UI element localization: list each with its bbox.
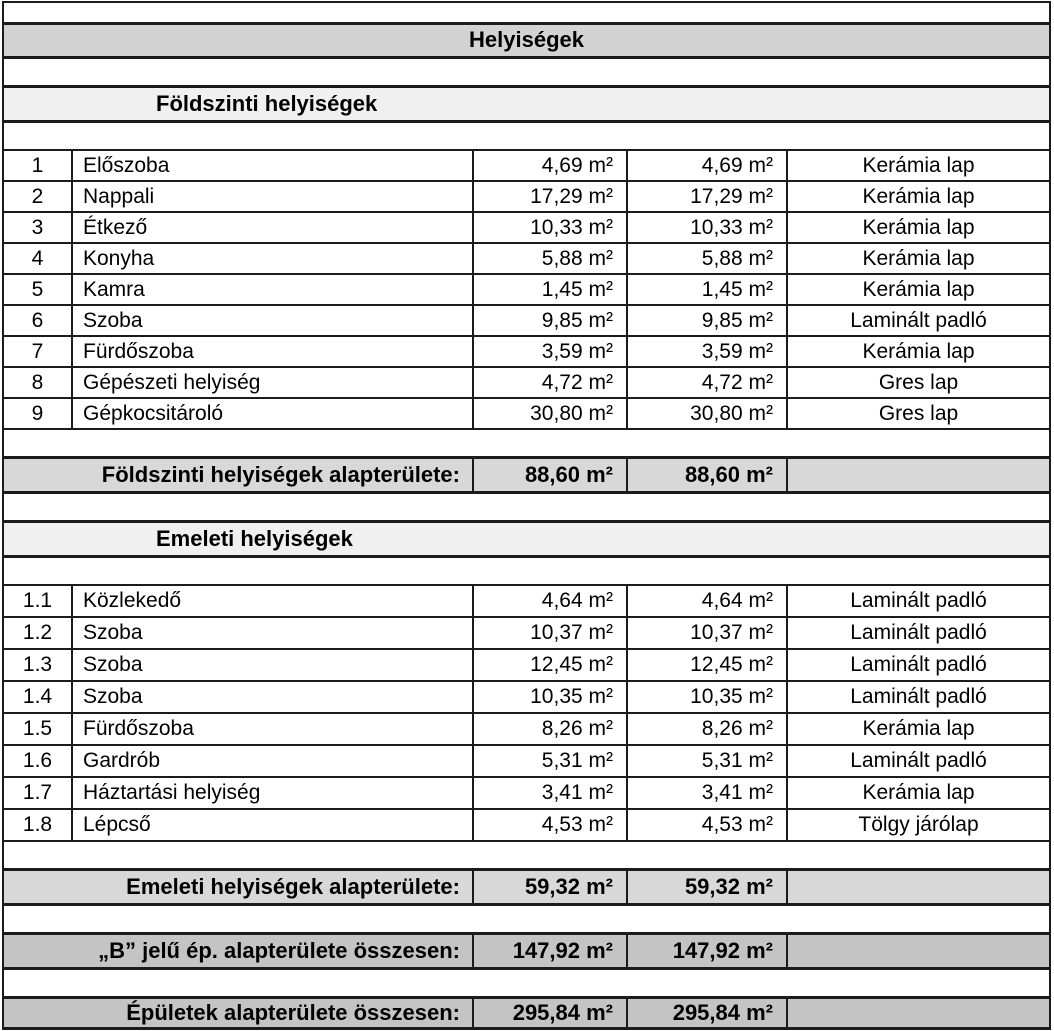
room-area-net: 9,85 m² — [473, 305, 627, 336]
room-row — [3, 649, 1050, 681]
room-flooring: Kerámia lap — [787, 150, 1050, 181]
spacer-row — [3, 122, 1050, 151]
spacer-row — [3, 58, 1050, 87]
room-row — [3, 585, 1050, 617]
room-area-net: 4,72 m² — [473, 367, 627, 398]
room-name: Szoba — [72, 617, 473, 649]
room-row — [3, 336, 1050, 367]
spacer-row — [3, 841, 1050, 870]
spacer-cell — [3, 969, 1050, 998]
room-name: Előszoba — [72, 150, 473, 181]
room-name: Közlekedő — [72, 585, 473, 617]
room-flooring: Laminált padló — [787, 745, 1050, 777]
total-area-net: 295,84 m² — [473, 998, 627, 1029]
spacer-cell — [3, 841, 1050, 870]
spacer-row — [3, 905, 1050, 934]
spacer-cell — [3, 905, 1050, 934]
spacer-row — [3, 969, 1050, 998]
room-area-net: 3,41 m² — [473, 777, 627, 809]
room-flooring: Laminált padló — [787, 305, 1050, 336]
summary-area-gross: 88,60 m² — [627, 458, 787, 493]
total-area-gross: 147,92 m² — [627, 934, 787, 969]
spacer-row — [3, 429, 1050, 458]
room-flooring: Kerámia lap — [787, 212, 1050, 243]
room-row — [3, 681, 1050, 713]
room-flooring: Kerámia lap — [787, 243, 1050, 274]
room-number: 1.6 — [3, 745, 72, 777]
room-number: 4 — [3, 243, 72, 274]
room-name: Gépészeti helyiség — [72, 367, 473, 398]
room-row — [3, 745, 1050, 777]
total-area-gross: 295,84 m² — [627, 998, 787, 1029]
room-row — [3, 809, 1050, 841]
room-name: Gépkocsitároló — [72, 398, 473, 429]
room-number: 2 — [3, 181, 72, 212]
spacer-row — [3, 493, 1050, 522]
section-header-upper: Emeleti helyiségek — [3, 522, 1050, 557]
room-area-net: 10,37 m² — [473, 617, 627, 649]
room-area-gross: 3,41 m² — [627, 777, 787, 809]
room-flooring: Kerámia lap — [787, 274, 1050, 305]
room-flooring: Laminált padló — [787, 617, 1050, 649]
room-name: Szoba — [72, 681, 473, 713]
room-area-gross: 8,26 m² — [627, 713, 787, 745]
room-row — [3, 181, 1050, 212]
room-name: Fürdőszoba — [72, 713, 473, 745]
room-flooring: Laminált padló — [787, 585, 1050, 617]
room-row — [3, 212, 1050, 243]
room-name: Étkező — [72, 212, 473, 243]
room-row — [3, 243, 1050, 274]
room-flooring: Gres lap — [787, 367, 1050, 398]
room-flooring: Kerámia lap — [787, 336, 1050, 367]
room-name: Háztartási helyiség — [72, 777, 473, 809]
room-area-gross: 10,35 m² — [627, 681, 787, 713]
room-area-net: 4,53 m² — [473, 809, 627, 841]
room-area-net: 3,59 m² — [473, 336, 627, 367]
room-area-net: 4,69 m² — [473, 150, 627, 181]
room-area-gross: 4,72 m² — [627, 367, 787, 398]
room-area-net: 1,45 m² — [473, 274, 627, 305]
summary-row-ground — [3, 458, 1050, 493]
room-number: 1.7 — [3, 777, 72, 809]
page-title: Helyiségek — [3, 24, 1050, 58]
room-flooring: Tölgy járólap — [787, 809, 1050, 841]
room-row — [3, 777, 1050, 809]
room-number: 6 — [3, 305, 72, 336]
total-label: Épületek alapterülete összesen: — [3, 998, 473, 1029]
summary-spacer-cell — [787, 458, 1050, 493]
section-header-upper-row — [3, 522, 1050, 557]
room-name: Nappali — [72, 181, 473, 212]
room-row — [3, 367, 1050, 398]
room-number: 5 — [3, 274, 72, 305]
room-row — [3, 150, 1050, 181]
room-name: Lépcső — [72, 809, 473, 841]
room-row — [3, 617, 1050, 649]
total-row-building-b — [3, 934, 1050, 969]
summary-area-net: 88,60 m² — [473, 458, 627, 493]
spacer-cell — [3, 557, 1050, 586]
room-area-gross: 1,45 m² — [627, 274, 787, 305]
total-label: „B” jelű ép. alapterülete összesen: — [3, 934, 473, 969]
room-row — [3, 398, 1050, 429]
summary-label: Emeleti helyiségek alapterülete: — [3, 870, 473, 905]
room-area-net: 5,88 m² — [473, 243, 627, 274]
room-flooring: Kerámia lap — [787, 713, 1050, 745]
section-header-ground: Földszinti helyiségek — [3, 87, 1050, 122]
room-area-gross: 12,45 m² — [627, 649, 787, 681]
room-area-gross: 5,31 m² — [627, 745, 787, 777]
room-name: Fürdőszoba — [72, 336, 473, 367]
room-row — [3, 305, 1050, 336]
room-area-gross: 3,59 m² — [627, 336, 787, 367]
room-number: 1.3 — [3, 649, 72, 681]
spacer-row — [3, 2, 1050, 24]
room-area-net: 17,29 m² — [473, 181, 627, 212]
room-number: 1.4 — [3, 681, 72, 713]
room-number: 1.5 — [3, 713, 72, 745]
room-name: Szoba — [72, 649, 473, 681]
room-number: 1.8 — [3, 809, 72, 841]
room-area-net: 8,26 m² — [473, 713, 627, 745]
room-flooring: Kerámia lap — [787, 777, 1050, 809]
summary-spacer-cell — [787, 934, 1050, 969]
room-area-gross: 17,29 m² — [627, 181, 787, 212]
room-area-net: 10,33 m² — [473, 212, 627, 243]
room-number: 8 — [3, 367, 72, 398]
room-number: 1.2 — [3, 617, 72, 649]
room-flooring: Kerámia lap — [787, 181, 1050, 212]
room-name: Gardrób — [72, 745, 473, 777]
room-row — [3, 274, 1050, 305]
room-area-gross: 10,33 m² — [627, 212, 787, 243]
room-area-gross: 4,64 m² — [627, 585, 787, 617]
room-number: 7 — [3, 336, 72, 367]
room-area-gross: 10,37 m² — [627, 617, 787, 649]
room-area-net: 5,31 m² — [473, 745, 627, 777]
room-number: 1.1 — [3, 585, 72, 617]
summary-spacer-cell — [787, 870, 1050, 905]
summary-area-gross: 59,32 m² — [627, 870, 787, 905]
summary-spacer-cell — [787, 998, 1050, 1029]
spacer-row — [3, 557, 1050, 586]
room-area-net: 4,64 m² — [473, 585, 627, 617]
room-area-table — [2, 1, 1051, 1030]
room-name: Konyha — [72, 243, 473, 274]
room-area-net: 30,80 m² — [473, 398, 627, 429]
room-flooring: Laminált padló — [787, 681, 1050, 713]
spacer-cell — [3, 122, 1050, 151]
room-flooring: Laminált padló — [787, 649, 1050, 681]
total-area-net: 147,92 m² — [473, 934, 627, 969]
room-flooring: Gres lap — [787, 398, 1050, 429]
room-area-net: 12,45 m² — [473, 649, 627, 681]
room-area-gross: 5,88 m² — [627, 243, 787, 274]
room-number: 3 — [3, 212, 72, 243]
room-area-gross: 9,85 m² — [627, 305, 787, 336]
spacer-cell — [3, 2, 1050, 24]
room-number: 1 — [3, 150, 72, 181]
spacer-cell — [3, 429, 1050, 458]
title-row — [3, 24, 1050, 58]
room-number: 9 — [3, 398, 72, 429]
summary-row-upper — [3, 870, 1050, 905]
room-area-gross: 4,69 m² — [627, 150, 787, 181]
room-name: Szoba — [72, 305, 473, 336]
spacer-cell — [3, 493, 1050, 522]
total-row-all-buildings — [3, 998, 1050, 1029]
spacer-cell — [3, 58, 1050, 87]
room-row — [3, 713, 1050, 745]
room-area-gross: 30,80 m² — [627, 398, 787, 429]
room-area-net: 10,35 m² — [473, 681, 627, 713]
summary-area-net: 59,32 m² — [473, 870, 627, 905]
section-header-ground-row — [3, 87, 1050, 122]
summary-label: Földszinti helyiségek alapterülete: — [3, 458, 473, 493]
room-area-gross: 4,53 m² — [627, 809, 787, 841]
room-name: Kamra — [72, 274, 473, 305]
